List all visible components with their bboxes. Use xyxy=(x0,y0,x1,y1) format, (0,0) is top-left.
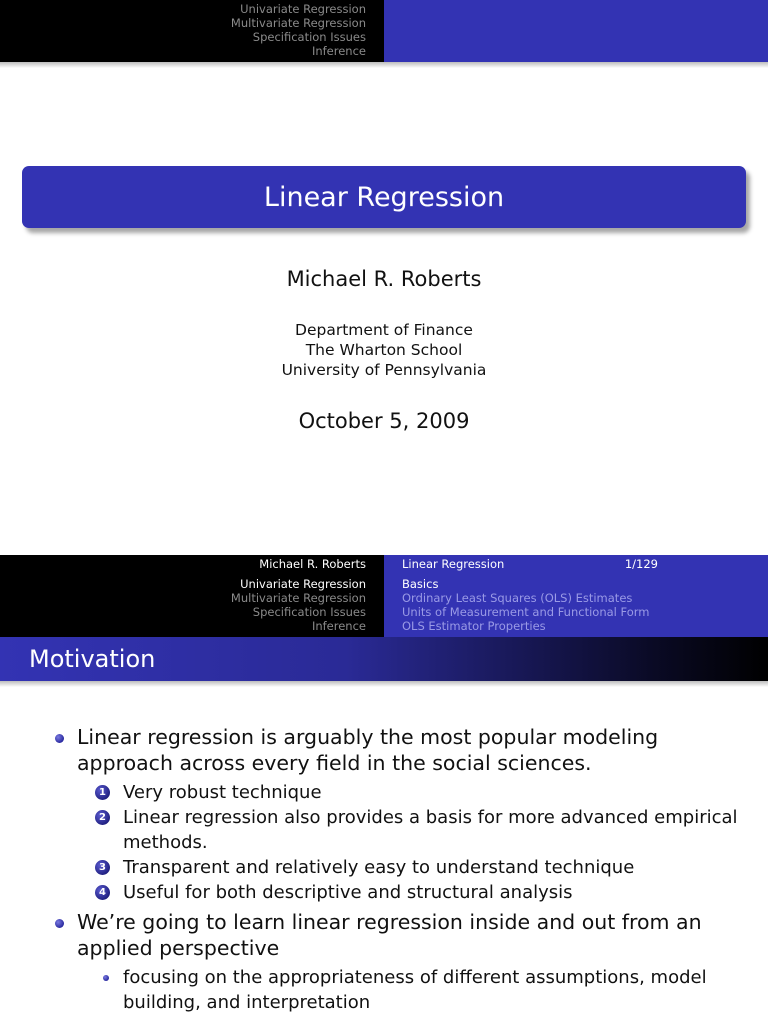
footer-short-title: Linear Regression xyxy=(402,557,505,571)
number-badge-icon: 3 xyxy=(95,860,110,875)
author-name: Michael R. Roberts xyxy=(286,267,482,291)
subsection-nav-top xyxy=(384,0,768,62)
nav-section-specification[interactable]: Specification Issues xyxy=(252,30,366,44)
enum-text: Useful for both descriptive and structural analysis xyxy=(123,882,573,903)
nav-section-univariate[interactable]: Univariate Regression xyxy=(240,577,366,591)
slide1-header xyxy=(0,0,768,62)
nav-subsection-basics[interactable]: Basics xyxy=(402,577,439,591)
list-item xyxy=(0,724,768,776)
enum-item xyxy=(0,805,768,855)
presentation-date: October 5, 2009 xyxy=(298,409,470,433)
nav-section-multivariate[interactable]: Multivariate Regression xyxy=(230,16,366,30)
nav-section-multivariate[interactable]: Multivariate Regression xyxy=(230,591,366,605)
header-shadow xyxy=(0,62,768,68)
number-badge-icon: 4 xyxy=(95,885,110,900)
affiliation-line: The Wharton School xyxy=(305,341,463,359)
subsection-nav xyxy=(384,555,768,637)
frame-title-bar xyxy=(0,637,768,681)
sub-item xyxy=(0,965,768,1015)
section-nav-top xyxy=(0,0,384,62)
number-badge-icon: 1 xyxy=(95,785,110,800)
nav-subsection-ols-properties[interactable]: OLS Estimator Properties xyxy=(402,619,546,633)
enum-item xyxy=(0,780,768,805)
enum-text: Very robust technique xyxy=(123,782,322,803)
number-badge-icon: 2 xyxy=(95,810,110,825)
nav-section-inference[interactable]: Inference xyxy=(311,619,366,633)
bullet-text: We’re going to learn linear regression inside and out from an applied perspective xyxy=(77,910,702,960)
footer-author: Michael R. Roberts xyxy=(259,557,366,571)
enum-item xyxy=(0,855,768,880)
nav-section-univariate[interactable]: Univariate Regression xyxy=(240,2,366,16)
bullet-icon xyxy=(55,919,64,928)
section-nav xyxy=(0,555,384,637)
page-number: 1/129 xyxy=(624,557,658,571)
nav-subsection-ols-estimates[interactable]: Ordinary Least Squares (OLS) Estimates xyxy=(402,591,633,605)
footer-nav-bar xyxy=(0,555,768,637)
nav-section-specification[interactable]: Specification Issues xyxy=(252,605,366,619)
enum-text: Linear regression also provides a basis for more advanced empirical methods. xyxy=(123,807,738,853)
enum-text: Transparent and relatively easy to understand technique xyxy=(123,857,635,878)
presentation-title: Linear Regression xyxy=(263,181,505,213)
enum-item xyxy=(0,880,768,905)
nav-subsection-units[interactable]: Units of Measurement and Functional Form xyxy=(402,605,650,619)
sub-bullet-icon xyxy=(103,975,109,981)
bullet-text: Linear regression is arguably the most popular modeling approach across every field in the social sciences. xyxy=(77,725,659,775)
title-box xyxy=(22,166,746,228)
frame-title: Motivation xyxy=(29,645,156,673)
frame-title-shadow xyxy=(0,681,768,687)
nav-section-inference[interactable]: Inference xyxy=(311,44,366,58)
affiliation xyxy=(0,320,768,380)
sub-text: focusing on the appropriateness of different assumptions, model building, and interpretation xyxy=(123,967,707,1013)
bullet-icon xyxy=(55,734,64,743)
affiliation-line: Department of Finance xyxy=(295,321,473,339)
list-item xyxy=(0,909,768,961)
slide-content xyxy=(0,724,768,1015)
affiliation-line: University of Pennsylvania xyxy=(281,361,487,379)
